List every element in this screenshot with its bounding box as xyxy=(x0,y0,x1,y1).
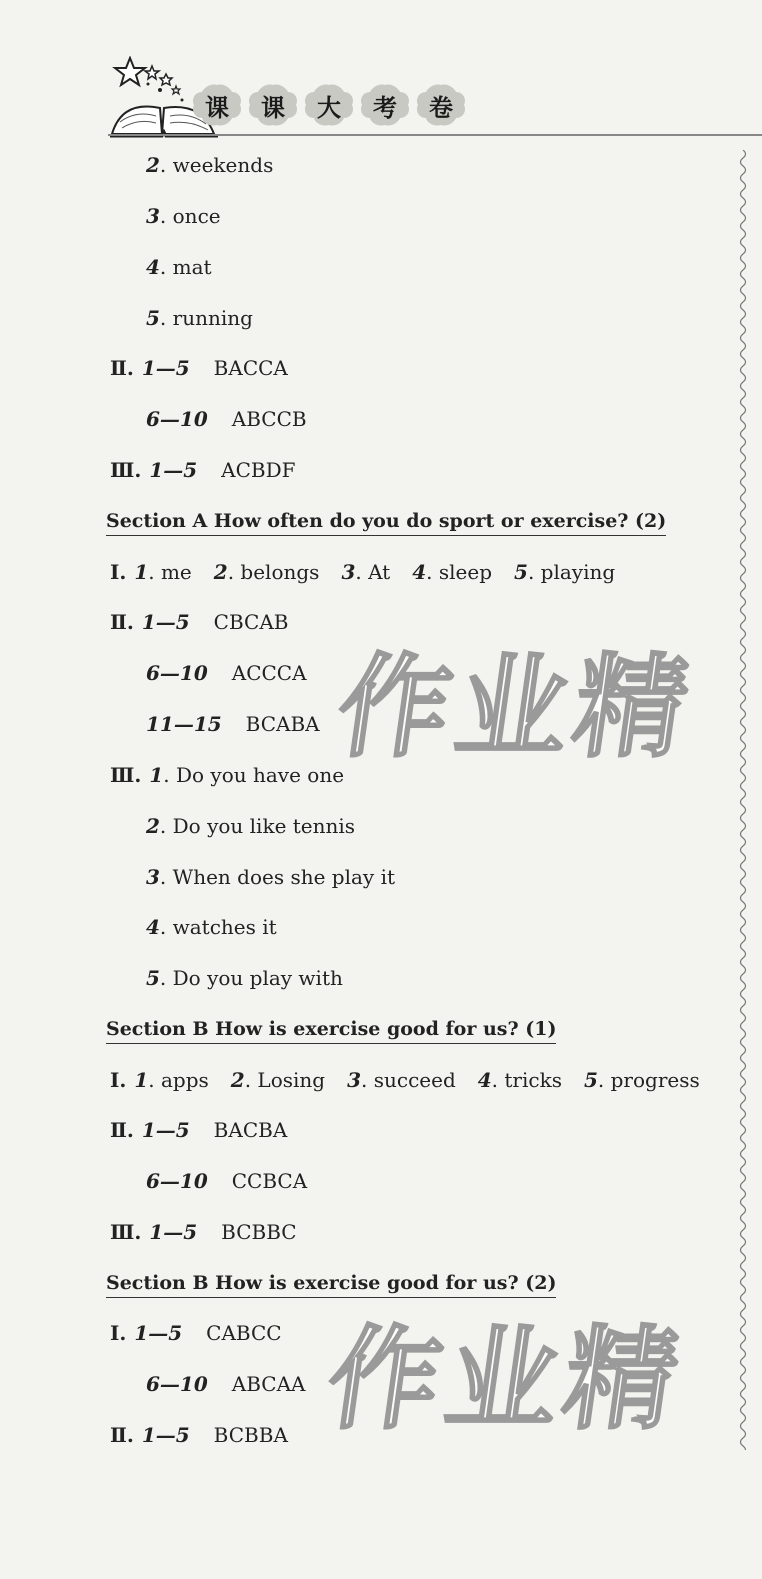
answer-line: Ⅰ. 1. apps 2. Losing 3. succeed 4. tricks 5. progress xyxy=(110,1068,700,1092)
answer-line: 2. weekends xyxy=(146,153,274,177)
answer-line: Ⅲ. 1. Do you have one xyxy=(110,763,345,787)
header-title-char: 卷 xyxy=(414,82,468,128)
answer-line: 5. Do you play with xyxy=(146,966,343,990)
answer-line: 6—10 CCBCA xyxy=(146,1169,308,1193)
answer-line: 5. running xyxy=(146,306,253,330)
answer-line: 3. When does she play it xyxy=(146,865,396,889)
answer-line: 4. watches it xyxy=(146,915,277,939)
header-title-char: 考 xyxy=(358,82,412,128)
answer-line: 6—10 ABCCB xyxy=(146,407,307,431)
section-heading: Section B How is exercise good for us? (1) xyxy=(106,1018,556,1044)
answer-line: 6—10 ACCCA xyxy=(146,661,307,685)
answer-line: Ⅰ. 1. me 2. belongs 3. At 4. sleep 5. playing xyxy=(110,560,616,584)
header-title xyxy=(190,82,468,128)
answer-line: 6—10 ABCAA xyxy=(146,1372,306,1396)
answer-line: Ⅱ. 1—5 BCBBA xyxy=(110,1423,288,1447)
header-title-char: 课 xyxy=(190,82,244,128)
answer-line: 11—15 BCABA xyxy=(146,712,320,736)
header-divider xyxy=(108,134,762,136)
answer-line: Ⅲ. 1—5 BCBBC xyxy=(110,1220,297,1244)
section-heading: Section B How is exercise good for us? (2) xyxy=(106,1272,556,1298)
watermark-text: 作业精 xyxy=(319,1315,692,1445)
answer-line: Ⅱ. 1—5 CBCAB xyxy=(110,610,289,634)
header-title-char: 课 xyxy=(246,82,300,128)
answer-line: Ⅱ. 1—5 BACCA xyxy=(110,356,288,380)
answer-line: 4. mat xyxy=(146,255,212,279)
answer-line: Ⅱ. 1—5 BACBA xyxy=(110,1118,288,1142)
header-title-char: 大 xyxy=(302,82,356,128)
section-heading: Section A How often do you do sport or exercise? (2) xyxy=(106,510,666,536)
watermark-text: 作业精 xyxy=(329,643,702,773)
answer-line: Ⅰ. 1—5 CABCC xyxy=(110,1321,282,1345)
answer-line: 3. once xyxy=(146,204,221,228)
page-edge-border xyxy=(736,150,750,1450)
answer-line: 2. Do you like tennis xyxy=(146,814,356,838)
answer-line: Ⅲ. 1—5 ACBDF xyxy=(110,458,296,482)
